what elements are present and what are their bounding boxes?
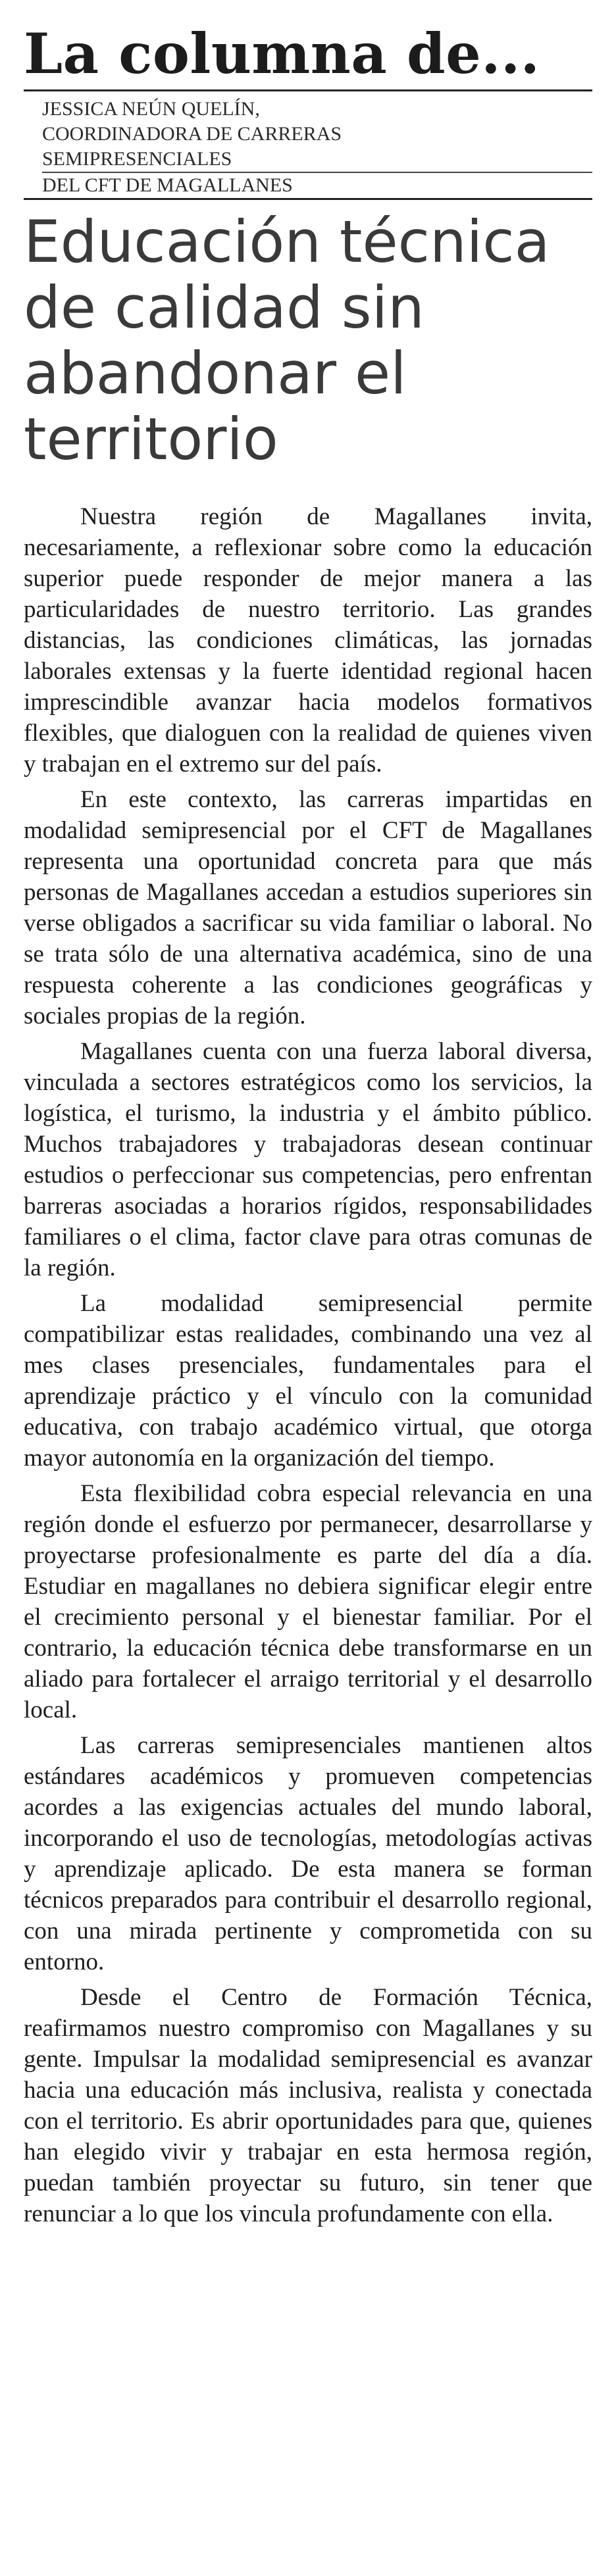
byline (42, 91, 592, 198)
article-headline: Educación técnica de calidad sin abandonar el territorio (24, 208, 550, 473)
byline-role-3: DEL CFT DE MAGALLANES (42, 174, 293, 196)
paragraph: Desde el Centro de Formación Técnica, reafirmamos nuestro compromiso con Magallanes y su gente. Impulsar la modalidad semipresencial es avanzar hacia una educación más inclusiva, realista y conectada con el territorio. Es abrir oportunidades para que, quienes han elegido vivir y trabajar en esta hermosa región, puedan también proyectar su futuro, sin tener que renunciar a lo que los vincula profundamente con ella. (24, 1984, 592, 2227)
paragraph: Las carreras semipresenciales mantienen altos estándares académicos y promueven competencias acordes a las exigencias actuales del mundo laboral, incorporando el uso de tecnologías, metodologías activas y aprendizaje aplicado. De esta manera se forman técnicos preparados para contribuir el desarrollo regional, con una mirada pertinente y comprometida con su entorno. (24, 1732, 592, 1975)
paragraph: En este contexto, las carreras impartidas en modalidad semipresencial por el CFT de Magallanes representa una oportunidad concreta para que más personas de Magallanes accedan a estudios superiores sin verse obligados a sacrificar su vida familiar o laboral. No se trata sólo de una alternativa académica, sino de una respuesta coherente a las condiciones geográficas y sociales propias de la región. (24, 786, 592, 1029)
byline-role-2: SEMIPRESENCIALES (42, 147, 592, 173)
byline-role-1: COORDINADORA DE CARRERAS (42, 123, 342, 145)
section-title: La columna de... (24, 21, 540, 86)
article-body (24, 501, 592, 2229)
byline-divider (24, 198, 592, 200)
paragraph: Esta flexibilidad cobra especial relevancia en una región donde el esfuerzo por permanecer, desarrollarse y proyectarse profesionalmente es parte del día a día. Estudiar en magallanes no debiera significar elegir entre el crecimiento personal y el bienestar familiar. Por el contrario, la educación técnica debe transformarse en un aliado para fortalecer el arraigo territorial y el desarrollo local. (24, 1480, 592, 1723)
opinion-column (24, 0, 592, 2234)
byline-author: JESSICA NEÚN QUELÍN, (42, 98, 260, 120)
paragraph: Nuestra región de Magallanes invita, necesariamente, a reflexionar sobre como la educación superior puede responder de mejor manera a las particularidades de nuestro territorio. Las grandes distancias, las condiciones climáticas, las jornadas laborales extensas y la fuerte identidad regional hacen imprescindible avanzar hacia modelos formativos flexibles, que dialoguen con la realidad de quienes viven y trabajan en el extremo sur del país. (24, 503, 592, 778)
paragraph: Magallanes cuenta con una fuerza laboral diversa, vinculada a sectores estratégicos como los servicios, la logística, el turismo, la industria y el ámbito público. Muchos trabajadores y trabajadoras desean continuar estudios o perfeccionar sus competencias, pero enfrentan barreras asociadas a horarios rígidos, responsabilidades familiares o el clima, factor clave para otras comunas de la región. (24, 1038, 592, 1281)
paragraph: La modalidad semipresencial permite compatibilizar estas realidades, combinando una vez al mes clases presenciales, fundamentales para el aprendizaje práctico y el vínculo con la comunidad educativa, con trabajo académico virtual, que otorga mayor autonomía en la organización del tiempo. (24, 1290, 592, 1472)
